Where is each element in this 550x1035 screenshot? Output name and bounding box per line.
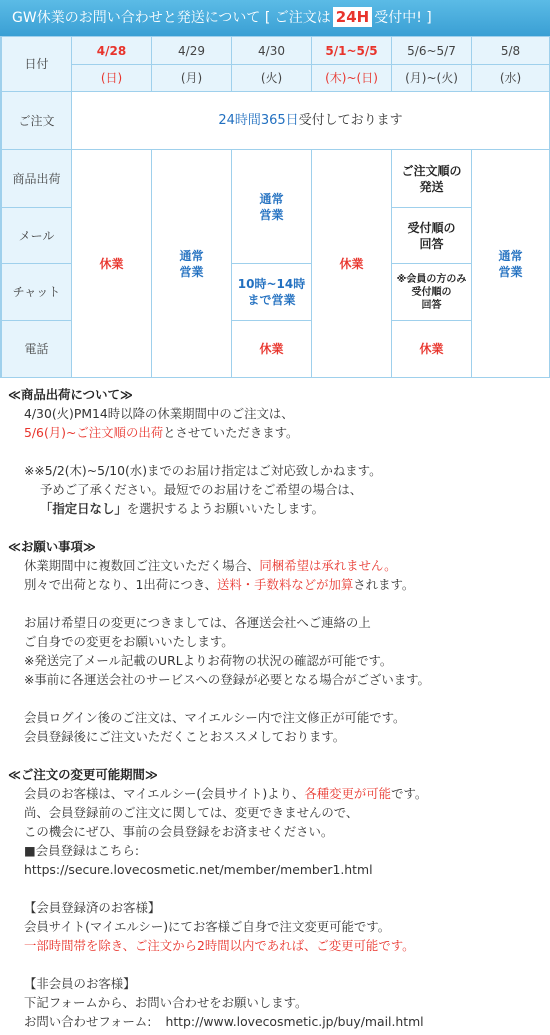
row-label-shipping: 商品出荷 xyxy=(1,149,72,208)
mail-order-line2: 回答 xyxy=(419,236,444,251)
normal-text-line1: 通常 xyxy=(259,191,284,206)
section-title-shipping: ≪商品出荷について≫ xyxy=(8,387,133,402)
note-text: されます。 xyxy=(353,577,415,592)
closed-cell-4: 休業 xyxy=(391,320,472,378)
closed-cell-3: 休業 xyxy=(311,149,392,378)
note-line: ■会員登録はこちら: xyxy=(24,843,140,858)
normal-cell-3 xyxy=(471,149,550,378)
note-line: この機会にぜひ、事前の会員登録をお済ませください。 xyxy=(24,824,334,839)
date-cell-2: 4/29 xyxy=(151,36,232,65)
note-emphasis: 一部時間帯を除き、ご注文から2時間以内であれば、ご変更可能です。 xyxy=(24,938,415,953)
order-info xyxy=(71,91,550,150)
order-hours: 24時間365日 xyxy=(218,112,299,128)
row-label-mail: メール xyxy=(1,207,72,264)
note-text: お問い合わせフォーム: xyxy=(24,1014,152,1029)
closed-cell-2: 休業 xyxy=(231,320,312,378)
note-line: お届け希望日の変更につきましては、各運送会社へご連絡の上 xyxy=(24,615,371,630)
mail-order-line1: 受付順の xyxy=(407,220,456,235)
note-text: 休業期間中に複数回ご注文いただく場合、 xyxy=(24,558,260,573)
normal-text-line2: 営業 xyxy=(259,207,284,222)
note-text: を選択するようお願いいたします。 xyxy=(126,501,324,516)
schedule-table xyxy=(0,36,550,378)
note-line xyxy=(24,576,414,593)
note-line xyxy=(24,1013,424,1030)
note-line: 4/30(火)PM14時以降の休業期間中のご注文は、 xyxy=(24,406,294,421)
normal-cell-1 xyxy=(151,149,232,378)
section-title-changes: ≪ご注文の変更可能期間≫ xyxy=(8,767,158,782)
chat-hours-line2: まで営業 xyxy=(247,293,296,307)
note-line: 予めご了承ください。最短でのお届けをご希望の場合は、 xyxy=(40,482,363,497)
note-line: 会員サイト(マイエルシー)にてお客様ご自身で注文変更可能です。 xyxy=(24,919,391,934)
normal-text-line1: 通常 xyxy=(498,248,523,263)
note-text: です。 xyxy=(391,786,428,801)
ship-order-line2: 発送 xyxy=(419,179,444,194)
normal-cell-2 xyxy=(231,149,312,264)
row-label-chat: チャット xyxy=(1,263,72,321)
note-bold: 「指定日なし」 xyxy=(40,501,127,516)
chat-member-line1: ※会員の方のみ xyxy=(396,273,467,285)
page-header xyxy=(0,0,550,36)
day-cell-6: (水) xyxy=(471,64,550,92)
note-line: 会員ログイン後のご注文は、マイエルシー内で注文修正が可能です。 xyxy=(24,710,406,725)
date-cell-1: 4/28 xyxy=(71,36,152,65)
note-line xyxy=(24,557,396,574)
section-title-requests: ≪お願い事項≫ xyxy=(8,539,96,554)
header-highlight-badge: 24H xyxy=(333,7,372,27)
chat-hours-cell xyxy=(231,263,312,321)
note-emphasis: 各種変更が可能 xyxy=(304,786,392,801)
note-line xyxy=(24,424,298,441)
date-cell-4: 5/1~5/5 xyxy=(311,36,392,65)
note-text: 別々で出荷となり、1出荷につき、 xyxy=(24,577,217,592)
note-line: ご自身での変更をお願いいたします。 xyxy=(24,634,234,649)
header-prefix: GW休業のお問い合わせと発送について [ ご注文は xyxy=(12,10,331,26)
note-line: ※発送完了メール記載のURLよりお荷物の状況の確認が可能です。 xyxy=(24,653,393,668)
date-label: 日付 xyxy=(1,36,72,92)
note-line xyxy=(40,500,324,517)
note-line: 【会員登録済のお客様】 xyxy=(24,900,161,915)
contact-form-link[interactable]: http://www.lovecosmetic.jp/buy/mail.html xyxy=(165,1014,424,1029)
note-line: 下記フォームから、お問い合わせをお願いします。 xyxy=(24,995,308,1010)
note-emphasis: 同梱希望は承れません。 xyxy=(259,558,397,573)
normal-text-line1: 通常 xyxy=(179,248,204,263)
note-text: 会員のお客様は、マイエルシー(会員サイト)より、 xyxy=(24,786,305,801)
row-label-phone: 電話 xyxy=(1,320,72,378)
member-register-link[interactable]: https://secure.lovecosmetic.net/member/member1.html xyxy=(24,862,373,877)
note-line: ※事前に各運送会社のサービスへの登録が必要となる場合がございます。 xyxy=(24,672,430,687)
chat-member-line2: 受付順の xyxy=(411,286,452,298)
day-cell-2: (月) xyxy=(151,64,232,92)
note-line xyxy=(24,785,427,802)
note-line: ※※5/2(木)~5/10(水)までのお届け指定はご対応致しかねます。 xyxy=(24,463,382,478)
note-line: 【非会員のお客様】 xyxy=(24,976,136,991)
date-cell-5: 5/6~5/7 xyxy=(391,36,472,65)
normal-text-line2: 営業 xyxy=(498,264,523,279)
note-emphasis: 送料・手数料などが加算 xyxy=(217,577,354,592)
ship-order-cell xyxy=(391,149,472,208)
order-label: ご注文 xyxy=(1,91,72,150)
chat-member-cell xyxy=(391,263,472,321)
order-accept-text: 受付しております xyxy=(298,112,403,128)
day-cell-4: (木)~(日) xyxy=(311,64,392,92)
day-cell-5: (月)~(火) xyxy=(391,64,472,92)
normal-text-line2: 営業 xyxy=(179,264,204,279)
mail-order-cell xyxy=(391,207,472,264)
ship-order-line1: ご注文順の xyxy=(401,163,462,178)
day-cell-1: (日) xyxy=(71,64,152,92)
note-line: 尚、会員登録前のご注文に関しては、変更できませんので、 xyxy=(24,805,359,820)
closed-cell-1: 休業 xyxy=(71,149,152,378)
date-cell-6: 5/8 xyxy=(471,36,550,65)
note-text: とさせていただきます。 xyxy=(163,425,299,440)
day-cell-3: (火) xyxy=(231,64,312,92)
chat-hours-line1: 10時~14時 xyxy=(237,277,306,291)
note-line: 会員登録後にご注文いただくことおススメしております。 xyxy=(24,729,346,744)
date-cell-3: 4/30 xyxy=(231,36,312,65)
chat-member-line3: 回答 xyxy=(421,299,442,311)
note-emphasis: 5/6(月)~ご注文順の出荷 xyxy=(24,425,164,440)
header-suffix: 受付中! ] xyxy=(374,10,432,26)
